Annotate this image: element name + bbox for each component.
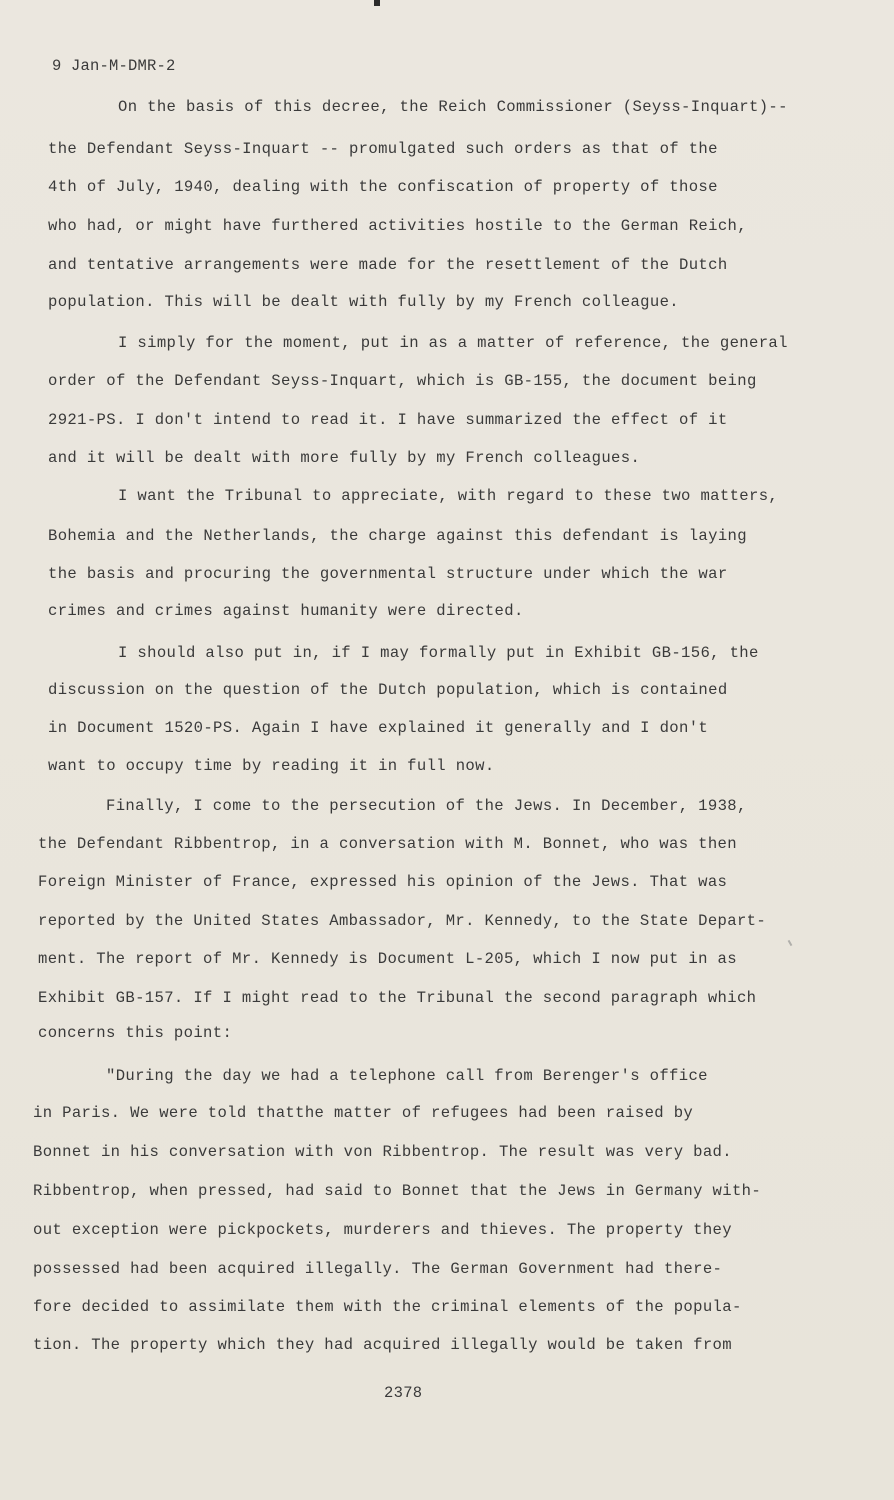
text-line: out exception were pickpockets, murderers and thieves. The property they	[33, 1221, 732, 1239]
text-line: Bohemia and the Netherlands, the charge against this defendant is laying	[48, 527, 747, 545]
text-line: in Paris. We were told thatthe matter of refugees had been raised by	[33, 1104, 694, 1122]
text-line: discussion on the question of the Dutch population, which is contained	[48, 681, 728, 699]
text-line: Foreign Minister of France, expressed his opinion of the Jews. That was	[38, 873, 728, 891]
text-line: ment. The report of Mr. Kennedy is Document L-205, which I now put in as	[38, 950, 737, 968]
text-line: the Defendant Ribbentrop, in a conversation with M. Bonnet, who was then	[38, 835, 737, 853]
text-line: who had, or might have furthered activities hostile to the German Reich,	[48, 217, 747, 235]
text-line: Exhibit GB-157. If I might read to the Tribunal the second paragraph which	[38, 989, 757, 1007]
text-line: in Document 1520-PS. Again I have explained it generally and I don't	[48, 719, 709, 737]
text-line: order of the Defendant Seyss-Inquart, which is GB-155, the document being	[48, 372, 757, 390]
text-line: reported by the United States Ambassador, Mr. Kennedy, to the State Depart-	[38, 912, 767, 930]
text-line: the Defendant Seyss-Inquart -- promulgated such orders as that of the	[48, 140, 718, 158]
page-number: 2378	[384, 1384, 423, 1402]
text-line: I simply for the moment, put in as a matter of reference, the general	[118, 334, 788, 352]
text-line: 4th of July, 1940, dealing with the confiscation of property of those	[48, 178, 718, 196]
text-line: population. This will be dealt with fully by my French colleague.	[48, 293, 680, 311]
text-line: tion. The property which they had acquired illegally would be taken from	[33, 1336, 732, 1354]
text-line: possessed had been acquired illegally. The German Government had there-	[33, 1260, 723, 1278]
text-line: I want the Tribunal to appreciate, with regard to these two matters,	[118, 487, 779, 505]
text-line: and tentative arrangements were made for the resettlement of the Dutch	[48, 256, 728, 274]
text-line: I should also put in, if I may formally put in Exhibit GB-156, the	[118, 644, 759, 662]
text-line: want to occupy time by reading it in full now.	[48, 757, 495, 775]
text-line: Bonnet in his conversation with von Ribbentrop. The result was very bad.	[33, 1143, 732, 1161]
document-reference: 9 Jan-M-DMR-2	[52, 57, 176, 75]
text-line: "During the day we had a telephone call from Berenger's office	[106, 1067, 708, 1085]
text-line: Ribbentrop, when pressed, had said to Bonnet that the Jews in Germany with-	[33, 1182, 762, 1200]
text-line: On the basis of this decree, the Reich Commissioner (Seyss-Inquart)--	[118, 98, 788, 116]
paper-mark	[788, 940, 793, 946]
text-line: and it will be dealt with more fully by my French colleagues.	[48, 449, 641, 467]
text-line: fore decided to assimilate them with the criminal elements of the popula-	[33, 1298, 742, 1316]
text-line: 2921-PS. I don't intend to read it. I have summarized the effect of it	[48, 411, 728, 429]
text-line: Finally, I come to the persecution of the Jews. In December, 1938,	[106, 797, 747, 815]
text-line: crimes and crimes against humanity were directed.	[48, 602, 524, 620]
text-line: concerns this point:	[38, 1024, 233, 1042]
punch-mark	[374, 0, 380, 6]
text-line: the basis and procuring the governmental structure under which the war	[48, 565, 728, 583]
